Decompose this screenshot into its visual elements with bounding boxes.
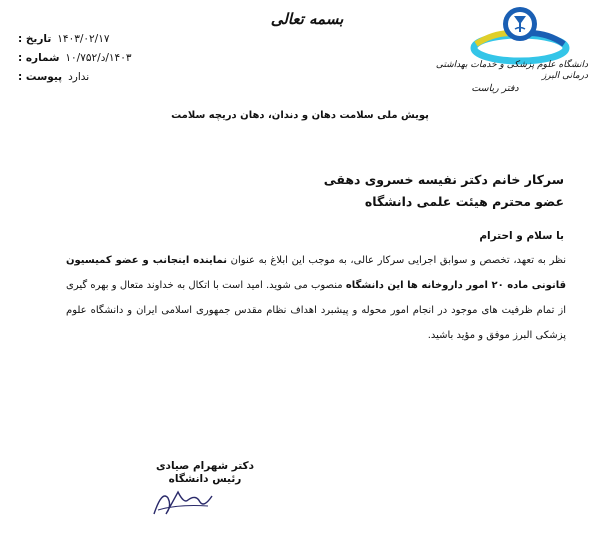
attachment-row [18,68,148,87]
body-part-1: نظر به تعهد، تخصص و سوابق اجرایی سرکار عالی، به موجب این ابلاغ به عنوان [230,255,566,266]
letter-meta [18,30,148,87]
attachment-label: پیوست : [18,71,63,83]
date-row [18,30,148,49]
body-part-bold: نماینده اینجانب و عضو کمیسیون قانونی ماده ۲۰ امور داروخانه ها این دانشگاه [66,255,567,291]
greeting: با سلام و احترام [479,230,564,242]
letter-body [66,248,566,348]
office-name: دفتر ریاست [471,83,519,94]
signer-position: رئیس دانشگاه [168,473,242,485]
number-value: ۱۴۰۳/د/۱۰/۷۵۲ [65,52,132,64]
date-value: ۱۴۰۳/۰۲/۱۷ [57,33,110,45]
number-row [18,49,148,68]
campaign-line: پویش ملی سلامت دهان و دندان، دهان دریچه سلامت [171,110,429,121]
university-name: دانشگاه علوم پزشکی و خدمات بهداشتی درمانی البرز [435,60,588,81]
body-part-2: منصوب می شوید. امید است با اتکال به خداوند متعال و بهره گیری از تمام ظرفیت های موجود در انجام امور محوله و پیشبرد اهداف نظام مقدس جمهوری اسلامی ایران و دانشگاه علوم پزشکی البرز موفق و مؤید باشید. [66,280,566,341]
signature-block [150,460,260,486]
signer-name: دکتر شهرام صیادی [155,460,255,472]
number-label: شماره : [18,52,60,64]
addressee-title: عضو محترم هیئت علمی دانشگاه [364,194,564,209]
attachment-value: ندارد [68,71,90,83]
handwritten-signature-icon [148,484,218,520]
bismillah-heading: بسمه تعالی [270,10,344,28]
addressee-name: سرکار خانم دکتر نفیسه خسروی دهقی [323,172,564,187]
date-label: تاریخ : [18,33,52,45]
